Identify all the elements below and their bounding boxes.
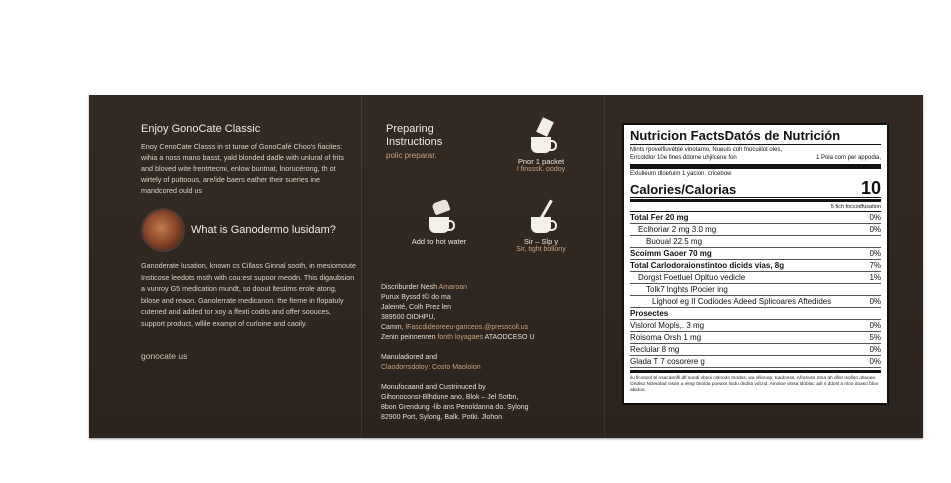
contact-email: lFascdideoreeu-ganceos.@presscoll.us <box>405 324 529 331</box>
thick-divider <box>630 164 881 169</box>
distributor-block <box>381 283 591 343</box>
distributor-line-2: Jaleinté, Colh Prez len <box>381 304 452 311</box>
about-body: Enoy CenoCate Classs in st turae of GonoCafé Choo's fiacites: wihia a noss mano basst, yald blonded dadle with unlural of frits and bloved wite frentrtecmi, enlow buntnat, lnorucérong, th ot wirtely of puttoous, are/ide baers eather their sueries ine mandcored ould us <box>141 142 344 195</box>
nutrient-name: Dorgst Foetluel Opltuo vedicle <box>638 272 746 282</box>
nutrition-title: Nutricion FactsDatós de Nutrición <box>630 128 881 145</box>
manufactured-block <box>381 353 591 373</box>
step-pour-label: Pnor 1 packet <box>517 157 565 166</box>
cup-spoon-icon <box>523 199 559 233</box>
step-stir <box>501 199 581 253</box>
mushroom-image <box>141 208 185 252</box>
nutrient-name: Scoimm Gaoer 70 mg <box>630 248 712 258</box>
nutrient-row <box>630 296 881 308</box>
serving-line-2-right: 1 Pola com per appodia, <box>815 154 881 161</box>
nutrient-name: Reclular 8 mg <box>630 344 680 354</box>
nutrient-row <box>630 320 881 332</box>
nutrient-row <box>630 224 881 236</box>
nutrient-dv: 5% <box>869 332 881 342</box>
distributor-label: Discriburder Nesh <box>381 284 438 291</box>
nutrient-dv: 0% <box>869 344 881 354</box>
distributor-highlight: Amaroan <box>438 284 467 291</box>
nutrient-row <box>630 248 881 260</box>
nutrient-name: Eclhoriar 2 mg 3.0 mg <box>638 224 717 234</box>
contact-line-b: fonth loyagaes <box>437 334 483 341</box>
nutrient-name: Glada T 7 cosorere g <box>630 356 705 366</box>
nutrient-dv: 0% <box>869 224 881 234</box>
manufacturer-line-1: Monufocaand and Custrinuced by <box>381 384 486 391</box>
nutrient-rows <box>630 212 881 368</box>
nutrient-row <box>630 212 881 224</box>
nutrient-name: Vislorol Mopls,. 3 mg <box>630 320 705 330</box>
contact-line-c: ATAODCESO U <box>484 334 535 341</box>
nutrient-name: Total Fer 20 mg <box>630 212 689 222</box>
ganoderma-body: Ganoderate lusation, known cs Cillass Ginnal sooth, in mesiomoute Insticose leedots msth with cou:est supoor meodn. This digaubsion a vunroy G5 medication mundt, so doout ltestims erole atong, bilose and reaon. Ganolerrate medicanon. the fteme in flopatuly cutened and added tor xoy a ffexti codits and offer soouces, support product, wllile exampt of curloine and caoily. <box>141 261 356 328</box>
contact-prefix: Camm, <box>381 324 404 331</box>
calories-row <box>630 179 881 198</box>
manufacturer-line-2: Gihonoconst-Blhdune ano, Blok – Jel Sotbn, <box>381 394 519 401</box>
serving-line-2-left: Encotdior 10e fines ddome uhjilcene fon <box>630 154 737 161</box>
ganoderma-title: What is Ganodermo lusidam? <box>191 224 336 236</box>
nutrient-row <box>630 272 881 284</box>
step-stir-sublabel: Sir, tight bollony <box>516 246 566 253</box>
serving-line-1: Mints rpovelfiuvéblé vinotamo, Nueuis coh fnocuiilot oles, <box>630 147 783 153</box>
nutrient-dv: 0% <box>869 212 881 222</box>
step-pour-packet <box>501 119 581 173</box>
nutrient-row <box>630 344 881 356</box>
nutrient-dv: 7% <box>869 260 881 270</box>
nutrient-name: Buoual 22.5 mg <box>646 236 703 246</box>
ganoderma-heading <box>141 208 356 252</box>
distributor-line-1: Purux Byssd t© do ma <box>381 294 451 301</box>
fold-line-right <box>604 95 605 438</box>
contact-line-a: Zenin peinnenren <box>381 334 436 341</box>
nutrition-footnote: ilu llcotionl bl nsacdenfli dlf sondi vbsoi cnlnodo tnodos, wa vllinoop, toadonss. Aforsoss ntna ah dllor isofiso otlaoee. Ondiso Ndvsolad nisan a elmp bsolda poeaxs liodu dndsa vdcnd. Ainoloe vlosa ldoblac adi s ddosl a nloo doaso bloo abidoo. <box>630 375 879 393</box>
about-panel <box>141 123 356 361</box>
serving-info <box>630 147 881 162</box>
nutrient-row <box>630 236 881 248</box>
nutrient-name: Lighool eg II Codiodes Adeed Splicoares Aftedides <box>652 296 832 306</box>
nutrient-dv: 0% <box>869 320 881 330</box>
nutrient-dv: 0% <box>869 296 881 306</box>
nutrient-row <box>630 308 881 320</box>
distribution-info <box>381 283 591 433</box>
cup-packet-icon <box>523 119 559 153</box>
step-pour-sublabel: I finsssk. oodoy <box>516 166 566 173</box>
nutrition-facts-label <box>622 123 889 405</box>
kettle-cup-icon <box>421 199 457 233</box>
daily-value-header: 5 fich foccodfusation <box>630 203 881 212</box>
nutrient-dv: 1% <box>869 272 881 282</box>
nutrient-row <box>630 260 881 272</box>
calories-value: 10 <box>860 177 881 198</box>
instructions-title-line2: Instructions <box>386 136 443 148</box>
nutrient-row <box>630 332 881 344</box>
calories-label: Calories/Calorias <box>630 181 737 197</box>
bottom-divider <box>630 370 881 373</box>
nutrient-name: Roisoma Orsh 1 mg <box>630 332 702 342</box>
nutrient-dv: 0% <box>869 356 881 366</box>
product-box <box>89 95 923 438</box>
manufacturer-line-4: 82900 Port, Sylong, Balk. Potki. Jlohon <box>381 414 503 421</box>
step-hot-water-label: Add to hot water <box>411 237 467 246</box>
manufactured-label: Manuladiored and <box>381 354 438 361</box>
website-url: gonocate us <box>141 351 188 361</box>
instructions-subtitle: polic preparar. <box>386 151 437 160</box>
nutrient-name: Prosectes <box>630 308 669 318</box>
step-hot-water <box>394 199 484 246</box>
manufactured-highlight: Claodorrsdoloy: Costo Maoloion <box>381 364 481 371</box>
fold-line-left <box>361 95 362 438</box>
nutrient-name: Tolk7 lnghts lPocier ing <box>646 284 728 294</box>
nutrient-row <box>630 356 881 368</box>
medium-divider <box>630 199 881 202</box>
instructions-title-line1: Preparing <box>386 123 434 135</box>
step-stir-label: Sir – Slp y <box>523 237 559 246</box>
distributor-line-3: 389500 OIDHPU, <box>381 314 436 321</box>
nutrient-dv: 0% <box>869 248 881 258</box>
amount-per-serving: Exlulieum dloefuim 1 yacion. cricebow <box>630 171 732 177</box>
about-title: Enjoy GonoCate Classic <box>141 123 261 135</box>
manufacturer-address <box>381 383 591 423</box>
nutrient-name: Total Carlodoraionstintoo dicids vias, 8g <box>630 260 785 270</box>
manufacturer-line-3: 8bon Grendung -lib ans Penoldanna do. Sylong <box>381 404 529 411</box>
nutrient-row <box>630 284 881 296</box>
